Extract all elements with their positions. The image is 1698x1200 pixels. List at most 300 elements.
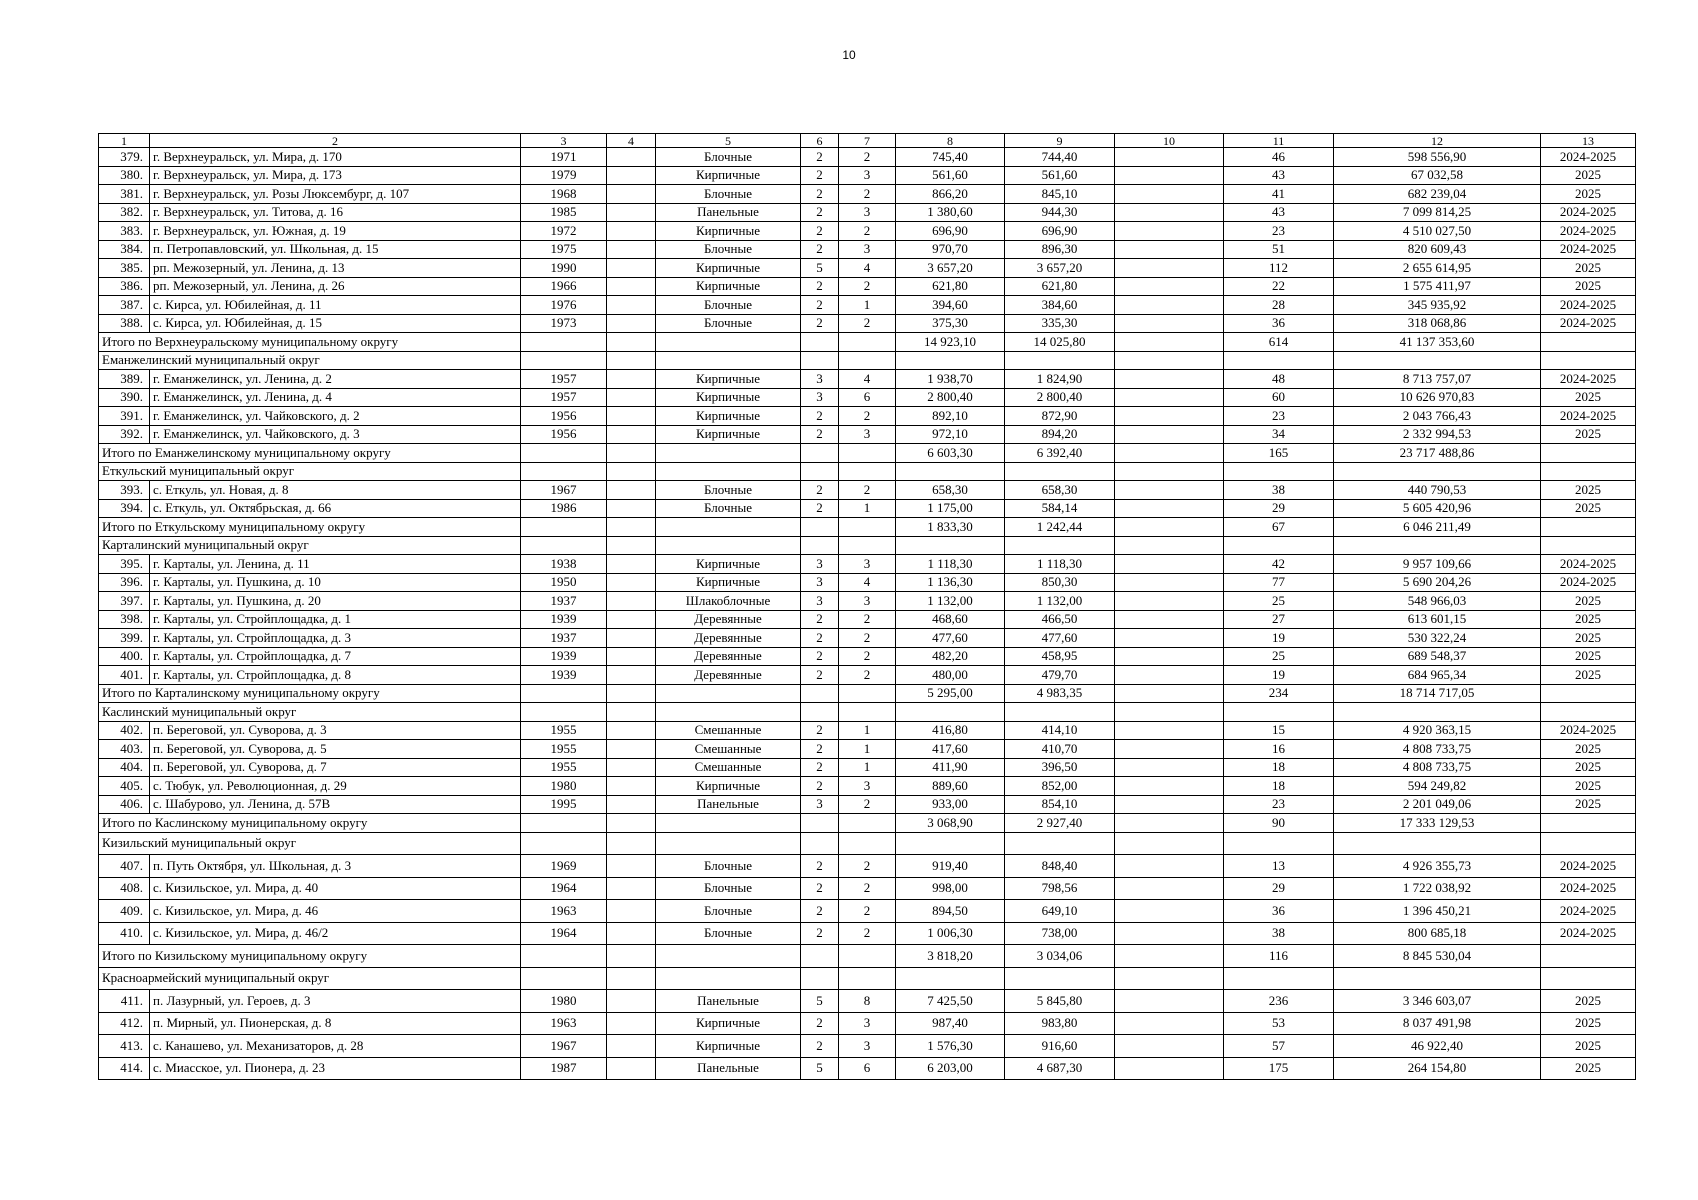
table-cell: 38 bbox=[1224, 922, 1334, 945]
subtotal-residents: 165 bbox=[1224, 444, 1334, 463]
table-cell: с. Кирса, ул. Юбилейная, д. 11 bbox=[150, 296, 521, 315]
table-cell: 1964 bbox=[521, 877, 607, 900]
table-cell: 2024-2025 bbox=[1541, 203, 1636, 222]
table-cell: 2025 bbox=[1541, 166, 1636, 185]
table-cell: 458,95 bbox=[1005, 647, 1115, 666]
table-cell: 2025 bbox=[1541, 1057, 1636, 1080]
column-header: 9 bbox=[1005, 134, 1115, 148]
table-cell: 9 957 109,66 bbox=[1334, 555, 1541, 574]
table-cell: 800 685,18 bbox=[1334, 922, 1541, 945]
column-header: 7 bbox=[839, 134, 896, 148]
table-cell bbox=[607, 277, 656, 296]
table-row bbox=[99, 555, 1636, 574]
table-cell: 3 bbox=[839, 425, 896, 444]
table-row bbox=[99, 370, 1636, 389]
table-cell bbox=[1115, 203, 1224, 222]
table-cell: Блочные bbox=[656, 481, 801, 500]
table-cell bbox=[1115, 610, 1224, 629]
subtotal-row bbox=[99, 814, 1636, 833]
table-cell: Панельные bbox=[656, 203, 801, 222]
table-cell: 414,10 bbox=[1005, 721, 1115, 740]
table-cell: 4 920 363,15 bbox=[1334, 721, 1541, 740]
table-cell: 1968 bbox=[521, 185, 607, 204]
table-cell: 3 346 603,07 bbox=[1334, 990, 1541, 1013]
empty-cell bbox=[1541, 333, 1636, 352]
table-cell: 970,70 bbox=[896, 240, 1005, 259]
table-cell bbox=[607, 610, 656, 629]
table-cell: 2 bbox=[801, 1012, 839, 1035]
table-cell: 933,00 bbox=[896, 795, 1005, 814]
table-cell: 25 bbox=[1224, 592, 1334, 611]
table-cell: 400. bbox=[99, 647, 150, 666]
table-body bbox=[99, 134, 1636, 1080]
table-row bbox=[99, 721, 1636, 740]
table-cell: 402. bbox=[99, 721, 150, 740]
table-cell: 2 bbox=[839, 148, 896, 167]
table-cell: с. Еткуль, ул. Новая, д. 8 bbox=[150, 481, 521, 500]
table-cell: 2024-2025 bbox=[1541, 855, 1636, 878]
table-cell: 1939 bbox=[521, 666, 607, 685]
table-cell: 2 bbox=[801, 203, 839, 222]
empty-cell bbox=[1334, 351, 1541, 370]
empty-cell bbox=[656, 945, 801, 968]
table-cell: 1979 bbox=[521, 166, 607, 185]
table-cell: 175 bbox=[1224, 1057, 1334, 1080]
table-cell bbox=[1115, 481, 1224, 500]
empty-cell bbox=[1115, 703, 1224, 722]
table-cell: с. Канашево, ул. Механизаторов, д. 28 bbox=[150, 1035, 521, 1058]
table-cell: 1950 bbox=[521, 573, 607, 592]
empty-cell bbox=[607, 462, 656, 481]
table-cell: Кирпичные bbox=[656, 277, 801, 296]
table-cell: г. Еманжелинск, ул. Ленина, д. 2 bbox=[150, 370, 521, 389]
table-cell: 480,00 bbox=[896, 666, 1005, 685]
table-cell: Кирпичные bbox=[656, 1035, 801, 1058]
table-cell: 1 938,70 bbox=[896, 370, 1005, 389]
empty-cell bbox=[1541, 703, 1636, 722]
subtotal-total-area: 1 833,30 bbox=[896, 518, 1005, 537]
empty-cell bbox=[607, 518, 656, 537]
table-cell: 345 935,92 bbox=[1334, 296, 1541, 315]
subtotal-total-area: 5 295,00 bbox=[896, 684, 1005, 703]
table-cell: 621,80 bbox=[1005, 277, 1115, 296]
table-cell bbox=[1115, 777, 1224, 796]
table-cell bbox=[607, 499, 656, 518]
table-cell: Кирпичные bbox=[656, 573, 801, 592]
table-row bbox=[99, 388, 1636, 407]
table-cell: 38 bbox=[1224, 481, 1334, 500]
table-cell bbox=[607, 990, 656, 1013]
table-cell: 16 bbox=[1224, 740, 1334, 759]
table-cell: 916,60 bbox=[1005, 1035, 1115, 1058]
empty-cell bbox=[801, 462, 839, 481]
table-cell: 2025 bbox=[1541, 259, 1636, 278]
table-cell: 407. bbox=[99, 855, 150, 878]
table-cell: 384. bbox=[99, 240, 150, 259]
table-cell: 401. bbox=[99, 666, 150, 685]
table-cell: 3 bbox=[839, 203, 896, 222]
empty-cell bbox=[1115, 444, 1224, 463]
table-cell: 1957 bbox=[521, 388, 607, 407]
table-cell: 1972 bbox=[521, 222, 607, 241]
table-cell: 10 626 970,83 bbox=[1334, 388, 1541, 407]
table-cell bbox=[607, 740, 656, 759]
table-cell: 2024-2025 bbox=[1541, 222, 1636, 241]
table-cell: 1937 bbox=[521, 592, 607, 611]
table-cell bbox=[1115, 555, 1224, 574]
table-cell: Смешанные bbox=[656, 758, 801, 777]
table-cell: 1955 bbox=[521, 721, 607, 740]
table-cell: 2 bbox=[801, 647, 839, 666]
table-cell: 2 bbox=[801, 481, 839, 500]
table-row bbox=[99, 629, 1636, 648]
table-cell bbox=[607, 758, 656, 777]
table-row bbox=[99, 314, 1636, 333]
table-cell: рп. Межозерный, ул. Ленина, д. 13 bbox=[150, 259, 521, 278]
table-cell: Кирпичные bbox=[656, 259, 801, 278]
subtotal-cost: 41 137 353,60 bbox=[1334, 333, 1541, 352]
table-cell: 972,10 bbox=[896, 425, 1005, 444]
empty-cell bbox=[801, 945, 839, 968]
table-cell: Блочные bbox=[656, 296, 801, 315]
table-cell: 375,30 bbox=[896, 314, 1005, 333]
empty-cell bbox=[607, 333, 656, 352]
table-cell bbox=[1115, 629, 1224, 648]
table-cell: 3 bbox=[801, 573, 839, 592]
table-cell: Панельные bbox=[656, 990, 801, 1013]
page-number: 10 bbox=[842, 48, 856, 62]
table-cell: 1955 bbox=[521, 758, 607, 777]
section-header-row bbox=[99, 351, 1636, 370]
table-cell: 2 655 614,95 bbox=[1334, 259, 1541, 278]
table-cell: 2 bbox=[839, 855, 896, 878]
table-cell: Блочные bbox=[656, 499, 801, 518]
empty-cell bbox=[1224, 536, 1334, 555]
table-cell: Блочные bbox=[656, 877, 801, 900]
table-cell: 2 bbox=[839, 647, 896, 666]
table-cell: п. Петропавловский, ул. Школьная, д. 15 bbox=[150, 240, 521, 259]
table-cell: 43 bbox=[1224, 203, 1334, 222]
table-cell: 2 bbox=[801, 314, 839, 333]
table-cell: г. Карталы, ул. Ленина, д. 11 bbox=[150, 555, 521, 574]
table-cell: Блочные bbox=[656, 900, 801, 923]
column-header: 12 bbox=[1334, 134, 1541, 148]
table-cell: 3 bbox=[839, 166, 896, 185]
table-cell: 1957 bbox=[521, 370, 607, 389]
table-cell: 1 136,30 bbox=[896, 573, 1005, 592]
table-cell bbox=[607, 795, 656, 814]
table-row bbox=[99, 481, 1636, 500]
table-cell: Кирпичные bbox=[656, 370, 801, 389]
table-cell bbox=[607, 425, 656, 444]
table-cell: Кирпичные bbox=[656, 555, 801, 574]
empty-cell bbox=[1541, 351, 1636, 370]
table-cell: 405. bbox=[99, 777, 150, 796]
table-cell: 2025 bbox=[1541, 499, 1636, 518]
table-cell: 383. bbox=[99, 222, 150, 241]
subtotal-label: Итого по Карталинскому муниципальному округу bbox=[99, 684, 521, 703]
table-cell: 2 bbox=[801, 166, 839, 185]
table-cell bbox=[1115, 425, 1224, 444]
empty-cell bbox=[896, 536, 1005, 555]
table-cell: 2024-2025 bbox=[1541, 370, 1636, 389]
table-cell: 392. bbox=[99, 425, 150, 444]
empty-cell bbox=[607, 832, 656, 855]
empty-cell bbox=[607, 945, 656, 968]
table-cell: 798,56 bbox=[1005, 877, 1115, 900]
subtotal-living-area: 4 983,35 bbox=[1005, 684, 1115, 703]
table-cell: 41 bbox=[1224, 185, 1334, 204]
table-cell: 404. bbox=[99, 758, 150, 777]
empty-cell bbox=[1541, 684, 1636, 703]
table-cell: 397. bbox=[99, 592, 150, 611]
table-cell: 2 bbox=[801, 629, 839, 648]
table-cell: 2 bbox=[801, 777, 839, 796]
subtotal-label: Итого по Каслинскому муниципальному округу bbox=[99, 814, 521, 833]
table-row bbox=[99, 240, 1636, 259]
table-cell: 468,60 bbox=[896, 610, 1005, 629]
table-cell: 919,40 bbox=[896, 855, 1005, 878]
table-cell: г. Верхнеуральск, ул. Розы Люксембург, д. 107 bbox=[150, 185, 521, 204]
empty-cell bbox=[1005, 832, 1115, 855]
table-cell bbox=[607, 296, 656, 315]
table-cell: 2 043 766,43 bbox=[1334, 407, 1541, 426]
table-cell: 23 bbox=[1224, 795, 1334, 814]
table-cell: 399. bbox=[99, 629, 150, 648]
empty-cell bbox=[1334, 967, 1541, 990]
table-cell: 2025 bbox=[1541, 1035, 1636, 1058]
table-cell: 412. bbox=[99, 1012, 150, 1035]
table-cell: 1980 bbox=[521, 990, 607, 1013]
empty-cell bbox=[1115, 684, 1224, 703]
table-cell bbox=[607, 877, 656, 900]
section-header-row bbox=[99, 536, 1636, 555]
subtotal-row bbox=[99, 333, 1636, 352]
section-title: Еманжелинский муниципальный округ bbox=[99, 351, 521, 370]
table-cell: 894,20 bbox=[1005, 425, 1115, 444]
empty-cell bbox=[1115, 945, 1224, 968]
subtotal-cost: 6 046 211,49 bbox=[1334, 518, 1541, 537]
table-cell: 8 713 757,07 bbox=[1334, 370, 1541, 389]
table-cell: 1 824,90 bbox=[1005, 370, 1115, 389]
empty-cell bbox=[521, 703, 607, 722]
table-cell: 1973 bbox=[521, 314, 607, 333]
table-cell bbox=[607, 314, 656, 333]
table-cell: 2 bbox=[801, 1035, 839, 1058]
table-cell: 1956 bbox=[521, 407, 607, 426]
empty-cell bbox=[521, 444, 607, 463]
subtotal-row bbox=[99, 518, 1636, 537]
column-header: 3 bbox=[521, 134, 607, 148]
table-cell: 36 bbox=[1224, 314, 1334, 333]
table-cell: 530 322,24 bbox=[1334, 629, 1541, 648]
table-cell: 4 926 355,73 bbox=[1334, 855, 1541, 878]
table-cell: 1 006,30 bbox=[896, 922, 1005, 945]
table-row bbox=[99, 259, 1636, 278]
table-cell: 2025 bbox=[1541, 277, 1636, 296]
table-cell: 411. bbox=[99, 990, 150, 1013]
empty-cell bbox=[521, 814, 607, 833]
table-cell: 4 808 733,75 bbox=[1334, 740, 1541, 759]
table-cell: г. Еманжелинск, ул. Чайковского, д. 2 bbox=[150, 407, 521, 426]
section-title: Красноармейский муниципальный округ bbox=[99, 967, 521, 990]
empty-cell bbox=[1224, 351, 1334, 370]
empty-cell bbox=[1115, 333, 1224, 352]
table-cell: 2 bbox=[839, 877, 896, 900]
empty-cell bbox=[1115, 814, 1224, 833]
table-cell: Кирпичные bbox=[656, 1012, 801, 1035]
empty-cell bbox=[656, 684, 801, 703]
empty-cell bbox=[839, 945, 896, 968]
table-row bbox=[99, 222, 1636, 241]
section-header-row bbox=[99, 832, 1636, 855]
table-cell: 479,70 bbox=[1005, 666, 1115, 685]
table-cell: 6 203,00 bbox=[896, 1057, 1005, 1080]
empty-cell bbox=[1541, 462, 1636, 481]
empty-cell bbox=[521, 536, 607, 555]
empty-cell bbox=[521, 333, 607, 352]
table-cell: 2025 bbox=[1541, 629, 1636, 648]
subtotal-living-area: 6 392,40 bbox=[1005, 444, 1115, 463]
table-cell: 19 bbox=[1224, 666, 1334, 685]
table-cell: 1 bbox=[839, 758, 896, 777]
table-cell: Блочные bbox=[656, 922, 801, 945]
table-row bbox=[99, 740, 1636, 759]
table-cell bbox=[1115, 900, 1224, 923]
empty-cell bbox=[801, 967, 839, 990]
table-cell: 57 bbox=[1224, 1035, 1334, 1058]
empty-cell bbox=[1115, 462, 1224, 481]
table-cell: 2 bbox=[801, 740, 839, 759]
table-cell: 5 605 420,96 bbox=[1334, 499, 1541, 518]
table-cell: 1 132,00 bbox=[1005, 592, 1115, 611]
table-cell: 684 965,34 bbox=[1334, 666, 1541, 685]
table-cell bbox=[1115, 407, 1224, 426]
empty-cell bbox=[656, 832, 801, 855]
table-cell bbox=[607, 555, 656, 574]
empty-cell bbox=[839, 684, 896, 703]
table-cell: 5 bbox=[801, 990, 839, 1013]
table-cell: 2024-2025 bbox=[1541, 721, 1636, 740]
table-cell: 440 790,53 bbox=[1334, 481, 1541, 500]
empty-cell bbox=[801, 536, 839, 555]
table-cell: 393. bbox=[99, 481, 150, 500]
empty-cell bbox=[607, 444, 656, 463]
table-row bbox=[99, 855, 1636, 878]
subtotal-living-area: 1 242,44 bbox=[1005, 518, 1115, 537]
column-header: 5 bbox=[656, 134, 801, 148]
table-cell: 2025 bbox=[1541, 425, 1636, 444]
table-cell: 2 bbox=[801, 855, 839, 878]
table-cell: 379. bbox=[99, 148, 150, 167]
section-title: Кизильский муниципальный округ bbox=[99, 832, 521, 855]
empty-cell bbox=[656, 536, 801, 555]
empty-cell bbox=[801, 703, 839, 722]
table-cell bbox=[607, 922, 656, 945]
empty-cell bbox=[607, 967, 656, 990]
column-header: 6 bbox=[801, 134, 839, 148]
table-cell: 1976 bbox=[521, 296, 607, 315]
table-cell: г. Верхнеуральск, ул. Мира, д. 170 bbox=[150, 148, 521, 167]
table-cell: 1971 bbox=[521, 148, 607, 167]
table-cell: 2 bbox=[801, 721, 839, 740]
table-cell: 3 bbox=[839, 1012, 896, 1035]
table-cell bbox=[607, 629, 656, 648]
table-cell: 6 bbox=[839, 1057, 896, 1080]
table-cell: 29 bbox=[1224, 499, 1334, 518]
empty-cell bbox=[801, 814, 839, 833]
table-cell: 5 bbox=[801, 1057, 839, 1080]
table-cell: 43 bbox=[1224, 166, 1334, 185]
table-cell: 382. bbox=[99, 203, 150, 222]
table-cell bbox=[607, 1012, 656, 1035]
table-row bbox=[99, 795, 1636, 814]
table-cell bbox=[1115, 877, 1224, 900]
table-cell: 2 bbox=[839, 610, 896, 629]
table-cell: 2024-2025 bbox=[1541, 407, 1636, 426]
table-cell: 2 bbox=[801, 185, 839, 204]
table-cell: 2025 bbox=[1541, 777, 1636, 796]
table-cell: 896,30 bbox=[1005, 240, 1115, 259]
table-cell: г. Верхнеуральск, ул. Южная, д. 19 bbox=[150, 222, 521, 241]
table-cell: 4 bbox=[839, 573, 896, 592]
table-cell bbox=[1115, 296, 1224, 315]
empty-cell bbox=[656, 518, 801, 537]
subtotal-total-area: 3 818,20 bbox=[896, 945, 1005, 968]
subtotal-living-area: 14 025,80 bbox=[1005, 333, 1115, 352]
subtotal-label: Итого по Кизильскому муниципальному округу bbox=[99, 945, 521, 968]
table-cell: Блочные bbox=[656, 855, 801, 878]
empty-cell bbox=[801, 684, 839, 703]
table-cell: 658,30 bbox=[1005, 481, 1115, 500]
table-cell: 2025 bbox=[1541, 647, 1636, 666]
table-cell: 60 bbox=[1224, 388, 1334, 407]
table-cell: 3 bbox=[801, 795, 839, 814]
subtotal-residents: 234 bbox=[1224, 684, 1334, 703]
table-cell: 1990 bbox=[521, 259, 607, 278]
table-cell bbox=[1115, 666, 1224, 685]
table-cell: г. Карталы, ул. Пушкина, д. 20 bbox=[150, 592, 521, 611]
table-row bbox=[99, 148, 1636, 167]
empty-cell bbox=[656, 967, 801, 990]
table-row bbox=[99, 407, 1636, 426]
table-cell: 2024-2025 bbox=[1541, 148, 1636, 167]
table-cell bbox=[1115, 758, 1224, 777]
table-cell: 3 bbox=[801, 592, 839, 611]
table-cell: 854,10 bbox=[1005, 795, 1115, 814]
empty-cell bbox=[607, 536, 656, 555]
table-row bbox=[99, 1057, 1636, 1080]
table-cell: 3 bbox=[839, 240, 896, 259]
column-header: 8 bbox=[896, 134, 1005, 148]
table-cell: 2 bbox=[801, 277, 839, 296]
subtotal-row bbox=[99, 945, 1636, 968]
table-cell bbox=[1115, 222, 1224, 241]
table-cell: 413. bbox=[99, 1035, 150, 1058]
table-cell: 621,80 bbox=[896, 277, 1005, 296]
table-cell bbox=[607, 148, 656, 167]
empty-cell bbox=[1224, 832, 1334, 855]
table-cell: 18 bbox=[1224, 777, 1334, 796]
table-cell bbox=[1115, 1035, 1224, 1058]
table-cell: 318 068,86 bbox=[1334, 314, 1541, 333]
table-cell: 396. bbox=[99, 573, 150, 592]
table-cell: 2024-2025 bbox=[1541, 900, 1636, 923]
table-cell: г. Карталы, ул. Стройплощадка, д. 1 bbox=[150, 610, 521, 629]
table-cell: 2 bbox=[801, 499, 839, 518]
table-cell: 2025 bbox=[1541, 610, 1636, 629]
table-cell: 27 bbox=[1224, 610, 1334, 629]
